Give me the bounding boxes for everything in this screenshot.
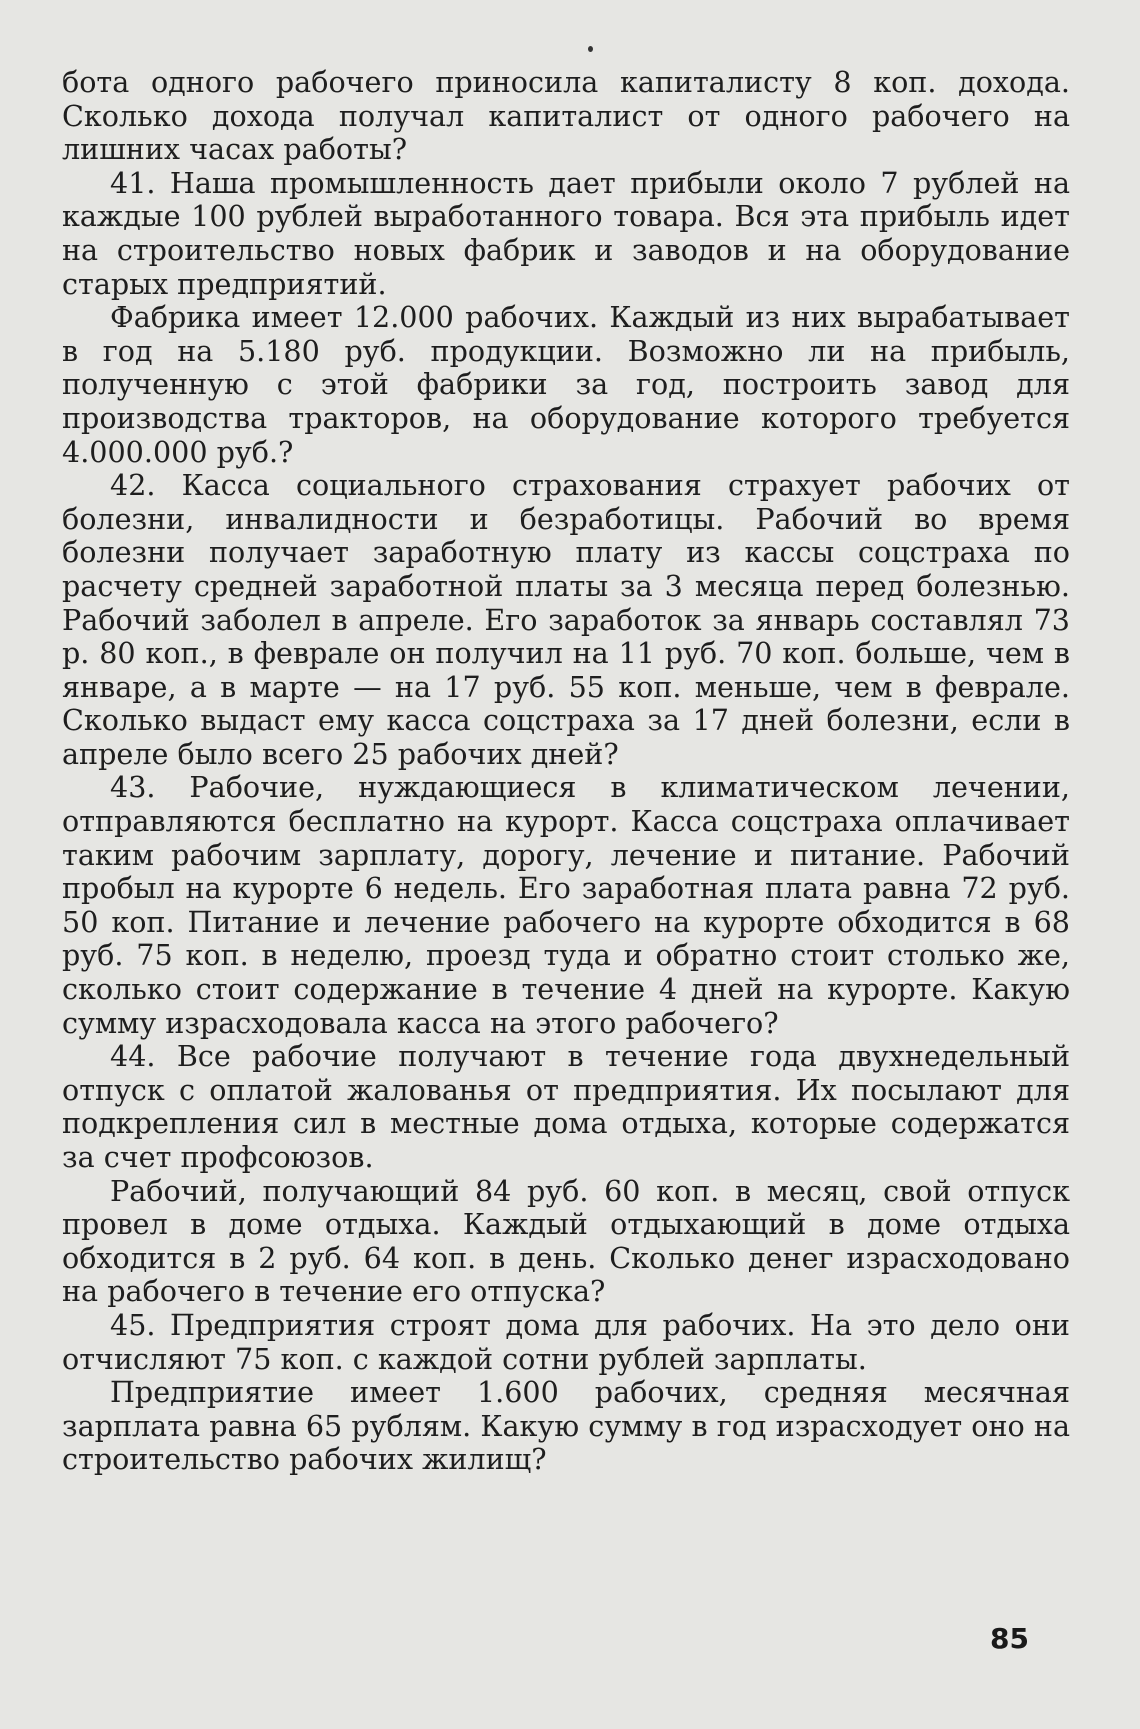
paragraph-continuation: бота одного рабочего приносила капиталисту 8 коп. дохода. Сколько дохода получал капиталист от одного рабочего на лишних часах работы? [62, 65, 1070, 167]
problem-41-question: Фабрика имеет 12.000 рабочих. Каждый из них вырабатывает в год на 5.180 руб. продукции. Возможно ли на прибыль, полученную с этой фабрики за год, построить завод для производства тракторов, на оборудование которого требуется 4.000.000 руб.? [62, 300, 1070, 469]
problem-42: 42. Касса социального страхования страхует рабочих от болезни, инвалидности и безработицы. Рабочий во время болезни получает заработную плату из кассы соцстраха по расчету средней заработной платы за 3 месяца перед болезнью. Рабочий заболел в апреле. Его заработок за январь составлял 73 р. 80 коп., в феврале он получил на 11 руб. 70 коп. больше, чем в январе, а в марте — на 17 руб. 55 коп. меньше, чем в феврале. Сколько выдаст ему касса соцстраха за 17 дней болезни, если в апреле было всего 25 рабочих дней? [62, 468, 1070, 771]
problem-45: 45. Предприятия строят дома для рабочих. На это дело они отчисляют 75 коп. с каждой сотни рублей зарплаты. [62, 1307, 1070, 1376]
problem-45-question: Предприятие имеет 1.600 рабочих, средняя месячная зарплата равна 65 рублям. Какую сумму в год израсходует оно на строительство рабочих жилищ? [62, 1375, 1070, 1477]
problem-44: 44. Все рабочие получают в течение года двухнедельный отпуск с оплатой жалованья от предприятия. Их посылают для подкрепления сил в местные дома отдыха, которые содержатся за счет профсоюзов. [62, 1039, 1070, 1174]
problem-44-question: Рабочий, получающий 84 руб. 60 коп. в месяц, свой отпуск провел в доме отдыха. Каждый отдыхающий в доме отдыха обходится в 2 руб. 64 коп. в день. Сколько денег израсходовано на рабочего в течение его отпуска? [62, 1173, 1070, 1309]
page-body-text [62, 66, 1070, 1477]
page-number: 85 [990, 1622, 1029, 1655]
problem-41: 41. Наша промышленность дает прибыли около 7 рублей на каждые 100 рублей выработанного товара. Вся эта прибыль идет на строительство новых фабрик и заводов и на оборудование старых предприятий. [62, 165, 1070, 301]
print-speck [588, 46, 593, 52]
problem-43: 43. Рабочие, нуждающиеся в климатическом лечении, отправляются бесплатно на курорт. Касса соцстраха оплачивает таким рабочим зарплату, дорогу, лечение и питание. Рабочий пробыл на курорте 6 недель. Его заработная плата равна 72 руб. 50 коп. Питание и лечение рабочего на курорте обходится в 68 руб. 75 коп. в неделю, проезд туда и обратно стоит столько же, сколько стоит содержание в течение 4 дней на курорте. Какую сумму израсходовала касса на этого рабочего? [62, 770, 1070, 1040]
